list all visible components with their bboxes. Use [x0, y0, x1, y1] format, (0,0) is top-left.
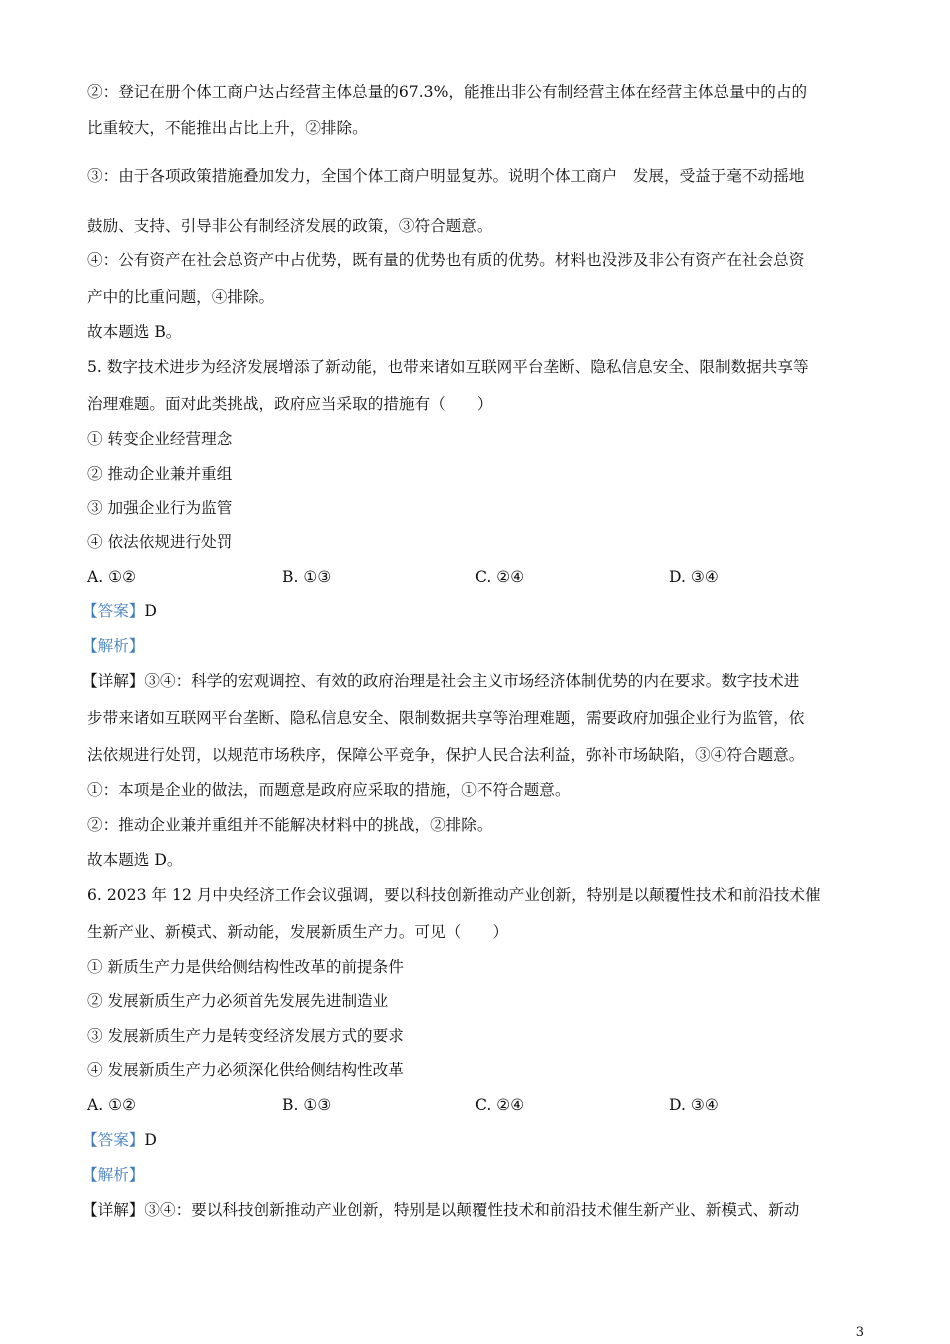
question-5-stem: 5. 数字技术进步为经济发展增添了新动能，也带来诸如互联网平台垄断、隐私信息安全、限制数据共享等: [87, 358, 809, 376]
text-line: 比重较大，不能推出占比上升，②排除。: [87, 119, 368, 137]
q5-analysis-label: 【解析】: [82, 637, 145, 655]
answer-value: D: [144, 602, 157, 620]
q5-answer: [82, 601, 157, 621]
question-6-stem: 6. 2023 年 12 月中央经济工作会议强调，要以科技创新推动产业创新，特别是以颠覆性技术和前沿技术催: [87, 886, 821, 904]
q6-option-c: C. ②④: [475, 1096, 525, 1114]
q6-option-b: B. ①③: [282, 1096, 332, 1114]
question-6-stem: 生新产业、新模式、新动能，发展新质生产力。可见（ ）: [87, 923, 509, 941]
text-line: 故本题选 B。: [87, 323, 182, 341]
detail-label: 【详解】: [82, 1201, 145, 1219]
question-6-statement: ① 新质生产力是供给侧结构性改革的前提条件: [87, 958, 404, 976]
text-line: ②：登记在册个体工商户达占经营主体总量的67.3%，能推出非公有制经营主体在经营主体总量中的占的: [87, 83, 808, 101]
q5-option-a: A. ①②: [87, 568, 137, 586]
page-number: 3: [855, 1325, 864, 1340]
q5-option-b: B. ①③: [282, 568, 332, 586]
q5-option-d: D. ③④: [669, 568, 719, 586]
question-5-statement: ① 转变企业经营理念: [87, 430, 233, 448]
detail-text: ③④：科学的宏观调控、有效的政府治理是社会主义市场经济体制优势的内在要求。数字技术进: [144, 672, 800, 690]
text-line: 产中的比重问题，④排除。: [87, 288, 275, 306]
text-line: ③：由于各项政策措施叠加发力，全国个体工商户明显复苏。说明个体工商户 发展，受益于毫不动摇地: [87, 167, 805, 185]
q6-detail: [82, 1200, 799, 1220]
question-6-statement: ③ 发展新质生产力是转变经济发展方式的要求: [87, 1027, 404, 1045]
text-line: ①：本项是企业的做法，而题意是政府应采取的措施，①不符合题意。: [87, 781, 571, 799]
answer-label: 【答案】: [82, 1131, 145, 1149]
answer-value: D: [144, 1131, 157, 1149]
q6-analysis-label: 【解析】: [82, 1166, 145, 1184]
q6-option-a: A. ①②: [87, 1096, 137, 1114]
q5-option-c: C. ②④: [475, 568, 525, 586]
detail-text: ③④：要以科技创新推动产业创新，特别是以颠覆性技术和前沿技术催生新产业、新模式、新动: [144, 1201, 800, 1219]
answer-label: 【答案】: [82, 602, 145, 620]
text-line: ②：推动企业兼并重组并不能解决材料中的挑战，②排除。: [87, 816, 493, 834]
question-6-statement: ④ 发展新质生产力必须深化供给侧结构性改革: [87, 1061, 404, 1079]
text-line: 步带来诸如互联网平台垄断、隐私信息安全、限制数据共享等治理难题，需要政府加强企业行为监管，依: [87, 709, 805, 727]
q6-option-d: D. ③④: [669, 1096, 719, 1114]
question-5-statement: ④ 依法依规进行处罚: [87, 533, 233, 551]
detail-label: 【详解】: [82, 672, 145, 690]
question-5-statement: ③ 加强企业行为监管: [87, 499, 233, 517]
text-line: 故本题选 D。: [87, 851, 183, 869]
q6-answer: [82, 1130, 157, 1150]
question-6-statement: ② 发展新质生产力必须首先发展先进制造业: [87, 992, 389, 1010]
q5-detail: [82, 671, 799, 691]
text-line: 鼓励、支持、引导非公有制经济发展的政策，③符合题意。: [87, 217, 493, 235]
question-5-stem: 治理难题。面对此类挑战，政府应当采取的措施有（ ）: [87, 395, 493, 413]
text-line: 法依规进行处罚，以规范市场秩序，保障公平竞争，保护人民合法利益，弥补市场缺陷，③④符合题意。: [87, 746, 805, 764]
question-5-statement: ② 推动企业兼并重组: [87, 465, 233, 483]
text-line: ④：公有资产在社会总资产中占优势，既有量的优势也有质的优势。材料也没涉及非公有资产在社会总资: [87, 251, 805, 269]
